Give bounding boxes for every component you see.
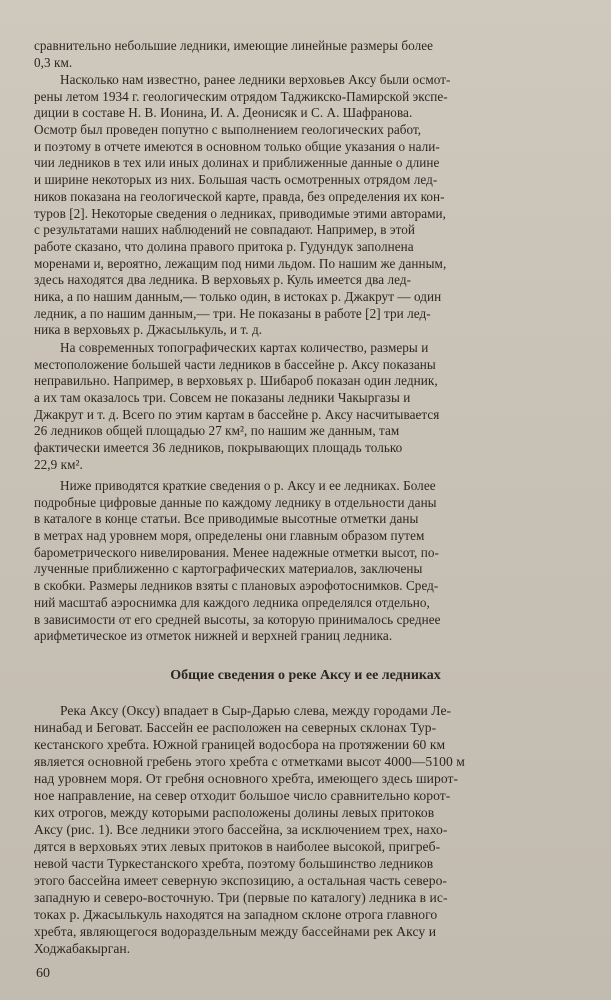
text-line: Осмотр был проведен попутно с выполнением геологических работ, (34, 122, 422, 138)
text-line: хребта, являющегося водораздельным между бассейнами рек Аксу и (34, 924, 437, 939)
text-line: 0,3 км. (34, 54, 73, 70)
text-line: ний масштаб аэроснимка для каждого ледника определялся отдельно, (34, 594, 430, 610)
section-heading: Общие сведения о реке Аксу и ее ледниках (170, 668, 441, 683)
text-line: фактически имеется 36 ледников, покрывающих площадь только (34, 440, 403, 456)
text-line: работе сказано, что долина правого притока р. Гудундук заполнена (34, 238, 414, 254)
text-line: ника в верховьях р. Джасылькуль, и т. д. (34, 322, 263, 338)
paragraph-previous-studies (34, 72, 594, 339)
text-line: 26 ледников общей площадью 27 км², по нашим же данным, там (34, 423, 400, 439)
text-line: Аксу (рис. 1). Все ледники этого бассейна, за исключением трех, нахо- (34, 822, 448, 837)
text-line: и поэтому в отчете имеются в основном только общие указания о нали- (34, 138, 440, 154)
text-line: моренами и, вероятно, лежащим под ними льдом. По нашим же данным, (34, 255, 447, 271)
text-line: ников показана на геологической карте, правда, без определения их кон- (34, 188, 445, 204)
paragraph-topographic-maps (34, 340, 594, 474)
text-line: над уровнем моря. От гребня основного хребта, имеющего здесь широт- (34, 771, 459, 786)
text-line: барометрического нивелирования. Менее надежные отметки высот, по- (34, 544, 439, 560)
paragraph-intro (34, 38, 594, 71)
paragraph-river-overview (34, 702, 594, 957)
text-line: Насколько нам известно, ранее ледники верховьев Аксу были осмот- (60, 72, 451, 87)
text-line: ких отрогов, между которыми расположены долины левых притоков (34, 805, 435, 820)
text-line: токах р. Джасылькуль находятся на западном склоне отрога главного (34, 907, 438, 922)
text-line: 22,9 км². (34, 456, 83, 472)
text-line: неправильно. Например, в верховьях р. Шибароб показан один ледник, (34, 373, 438, 389)
text-line: в метрах над уровнем моря, определены они главным образом путем (34, 528, 425, 544)
text-line: нинабад и Беговат. Бассейн ее расположен на северных склонах Тур- (34, 720, 437, 735)
text-line: Джакрут и т. д. Всего по этим картам в бассейне р. Аксу насчитывается (34, 406, 440, 422)
text-line: и ширине некоторых из них. Большая часть осмотренных отрядом лед- (34, 172, 438, 188)
text-line: ное направление, на север отходит большое число сравнительно корот- (34, 788, 451, 803)
text-line: кестанского хребта. Южной границей водосбора на протяжении 60 км (34, 737, 446, 752)
text-line: лученные приближенно с картографических материалов, заключены (34, 561, 423, 577)
text-line: невой части Туркестанского хребта, поэтому большинство ледников (34, 856, 434, 871)
text-line: в скобки. Размеры ледников взяты с плановых аэрофотоснимков. Сред- (34, 578, 439, 594)
text-line: Река Аксу (Оксу) впадает в Сыр-Дарью слева, между городами Ле- (60, 703, 452, 718)
text-line: в каталоге в конце статьи. Все приводимые высотные отметки даны (34, 511, 419, 527)
text-line: Ниже приводятся краткие сведения о р. Аксу и ее ледниках. Более (60, 478, 436, 493)
text-line: сравнительно небольшие ледники, имеющие линейные размеры более (34, 38, 434, 53)
text-line: местоположение большей части ледников в бассейне р. Аксу показаны (34, 356, 436, 372)
text-line: западную и северо-восточную. Три (первые по каталогу) ледника в ис- (34, 890, 448, 905)
text-line: дятся в верховьях этих левых притоков в наиболее высокой, пригреб- (34, 839, 441, 854)
text-line: является основной гребень этого хребта с отметками высот 4000—5100 м (34, 754, 465, 769)
text-line: рены летом 1934 г. геологическим отрядом Таджикско-Памирской экспе- (34, 88, 448, 104)
text-line: На современных топографических картах количество, размеры и (60, 340, 429, 355)
text-line: этого бассейна имеет северную экспозицию, а остальная часть северо- (34, 873, 448, 888)
text-line: а их там оказалось три. Совсем не показаны ледники Чакыргазы и (34, 390, 411, 406)
text-line: арифметическое из отметок нижней и верхней границ ледника. (34, 628, 393, 644)
paragraph-methods (34, 478, 594, 645)
text-line: здесь находятся два ледника. В верховьях р. Куль имеется два лед- (34, 272, 412, 288)
page-number: 60 (36, 966, 50, 981)
text-line: ледник, а по нашим данным,— три. Не показаны в работе [2] три лед- (34, 305, 431, 321)
text-line: туров [2]. Некоторые сведения о ледниках, приводимые этими авторами, (34, 205, 446, 221)
text-line: с результатами наших наблюдений не совпадают. Например, в этой (34, 222, 416, 238)
text-line: в зависимости от его средней высоты, за которую принималось среднее (34, 611, 441, 627)
text-line: чии ледников в тех или иных долинах и приближенные данные о длине (34, 155, 440, 171)
text-line: Ходжабакырган. (34, 941, 131, 956)
text-line: диции в составе Н. В. Ионина, И. А. Деонисяк и С. А. Шафранова. (34, 105, 413, 121)
text-line: подробные цифровые данные по каждому леднику в отдельности даны (34, 494, 437, 510)
text-line: ника, а по нашим данным,— только один, в истоках р. Джакрут — один (34, 288, 442, 304)
